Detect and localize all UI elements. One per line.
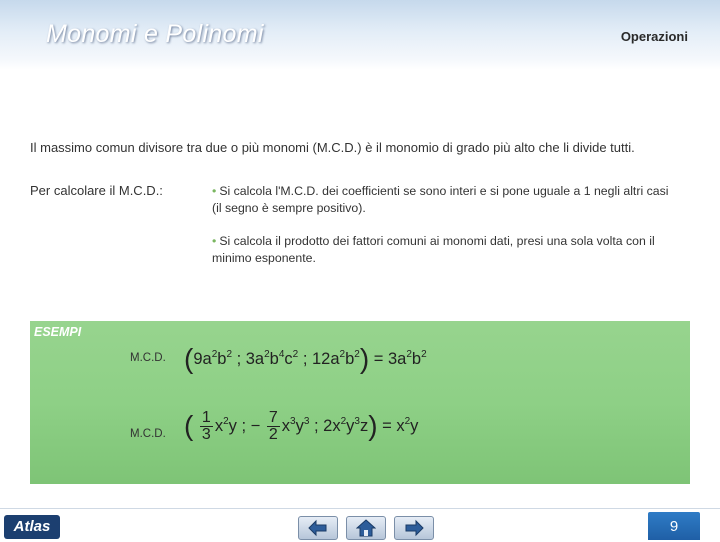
bullet-marker-icon: •	[212, 234, 217, 248]
bullet-item	[212, 233, 672, 267]
page-title: Monomi e Polinomi	[46, 20, 264, 48]
procedure-lead: Per calcolare il M.C.D.:	[30, 183, 163, 198]
home-button[interactable]	[346, 516, 386, 540]
bullet-text: Si calcola il prodotto dei fattori comuni ai monomi dati, presi una sola volta con il minimo esponente.	[212, 234, 655, 265]
forward-button[interactable]	[394, 516, 434, 540]
arrow-right-icon	[404, 519, 424, 537]
bullet-text: Si calcola l'M.C.D. dei coefficienti se sono interi e si pone uguale a 1 negli altri casi (il segno è sempre positivo).	[212, 184, 669, 215]
footer-divider	[0, 508, 720, 509]
examples-panel	[30, 321, 690, 484]
bullet-marker-icon: •	[212, 184, 217, 198]
bullet-item	[212, 183, 672, 217]
arrow-left-icon	[308, 519, 328, 537]
page-number: 9	[648, 512, 700, 540]
example-prefix: M.C.D.	[130, 428, 166, 440]
example-prefix: M.C.D.	[130, 352, 166, 364]
header-band	[0, 0, 720, 70]
home-icon	[356, 519, 376, 537]
examples-label: ESEMPI	[34, 325, 82, 339]
back-button[interactable]	[298, 516, 338, 540]
example-expression: ($9a^2b^2$ ; $3a^2b^4c^2$ ; $12a^2b^2) = 3a^2b^2$	[184, 343, 427, 374]
section-name: Operazioni	[620, 29, 688, 44]
example-expression: ( $\frac{1}{3}$ $x^2y$ ; − $\frac{7}{2}$ $x^3y^3$ ; $2x^2y^3z) = x^2y$	[184, 409, 419, 444]
atlas-logo: Atlas	[4, 515, 60, 539]
definition-text: Il massimo comun divisore tra due o più monomi (M.C.D.) è il monomio di grado più alto che li divide tutti.	[30, 140, 635, 155]
